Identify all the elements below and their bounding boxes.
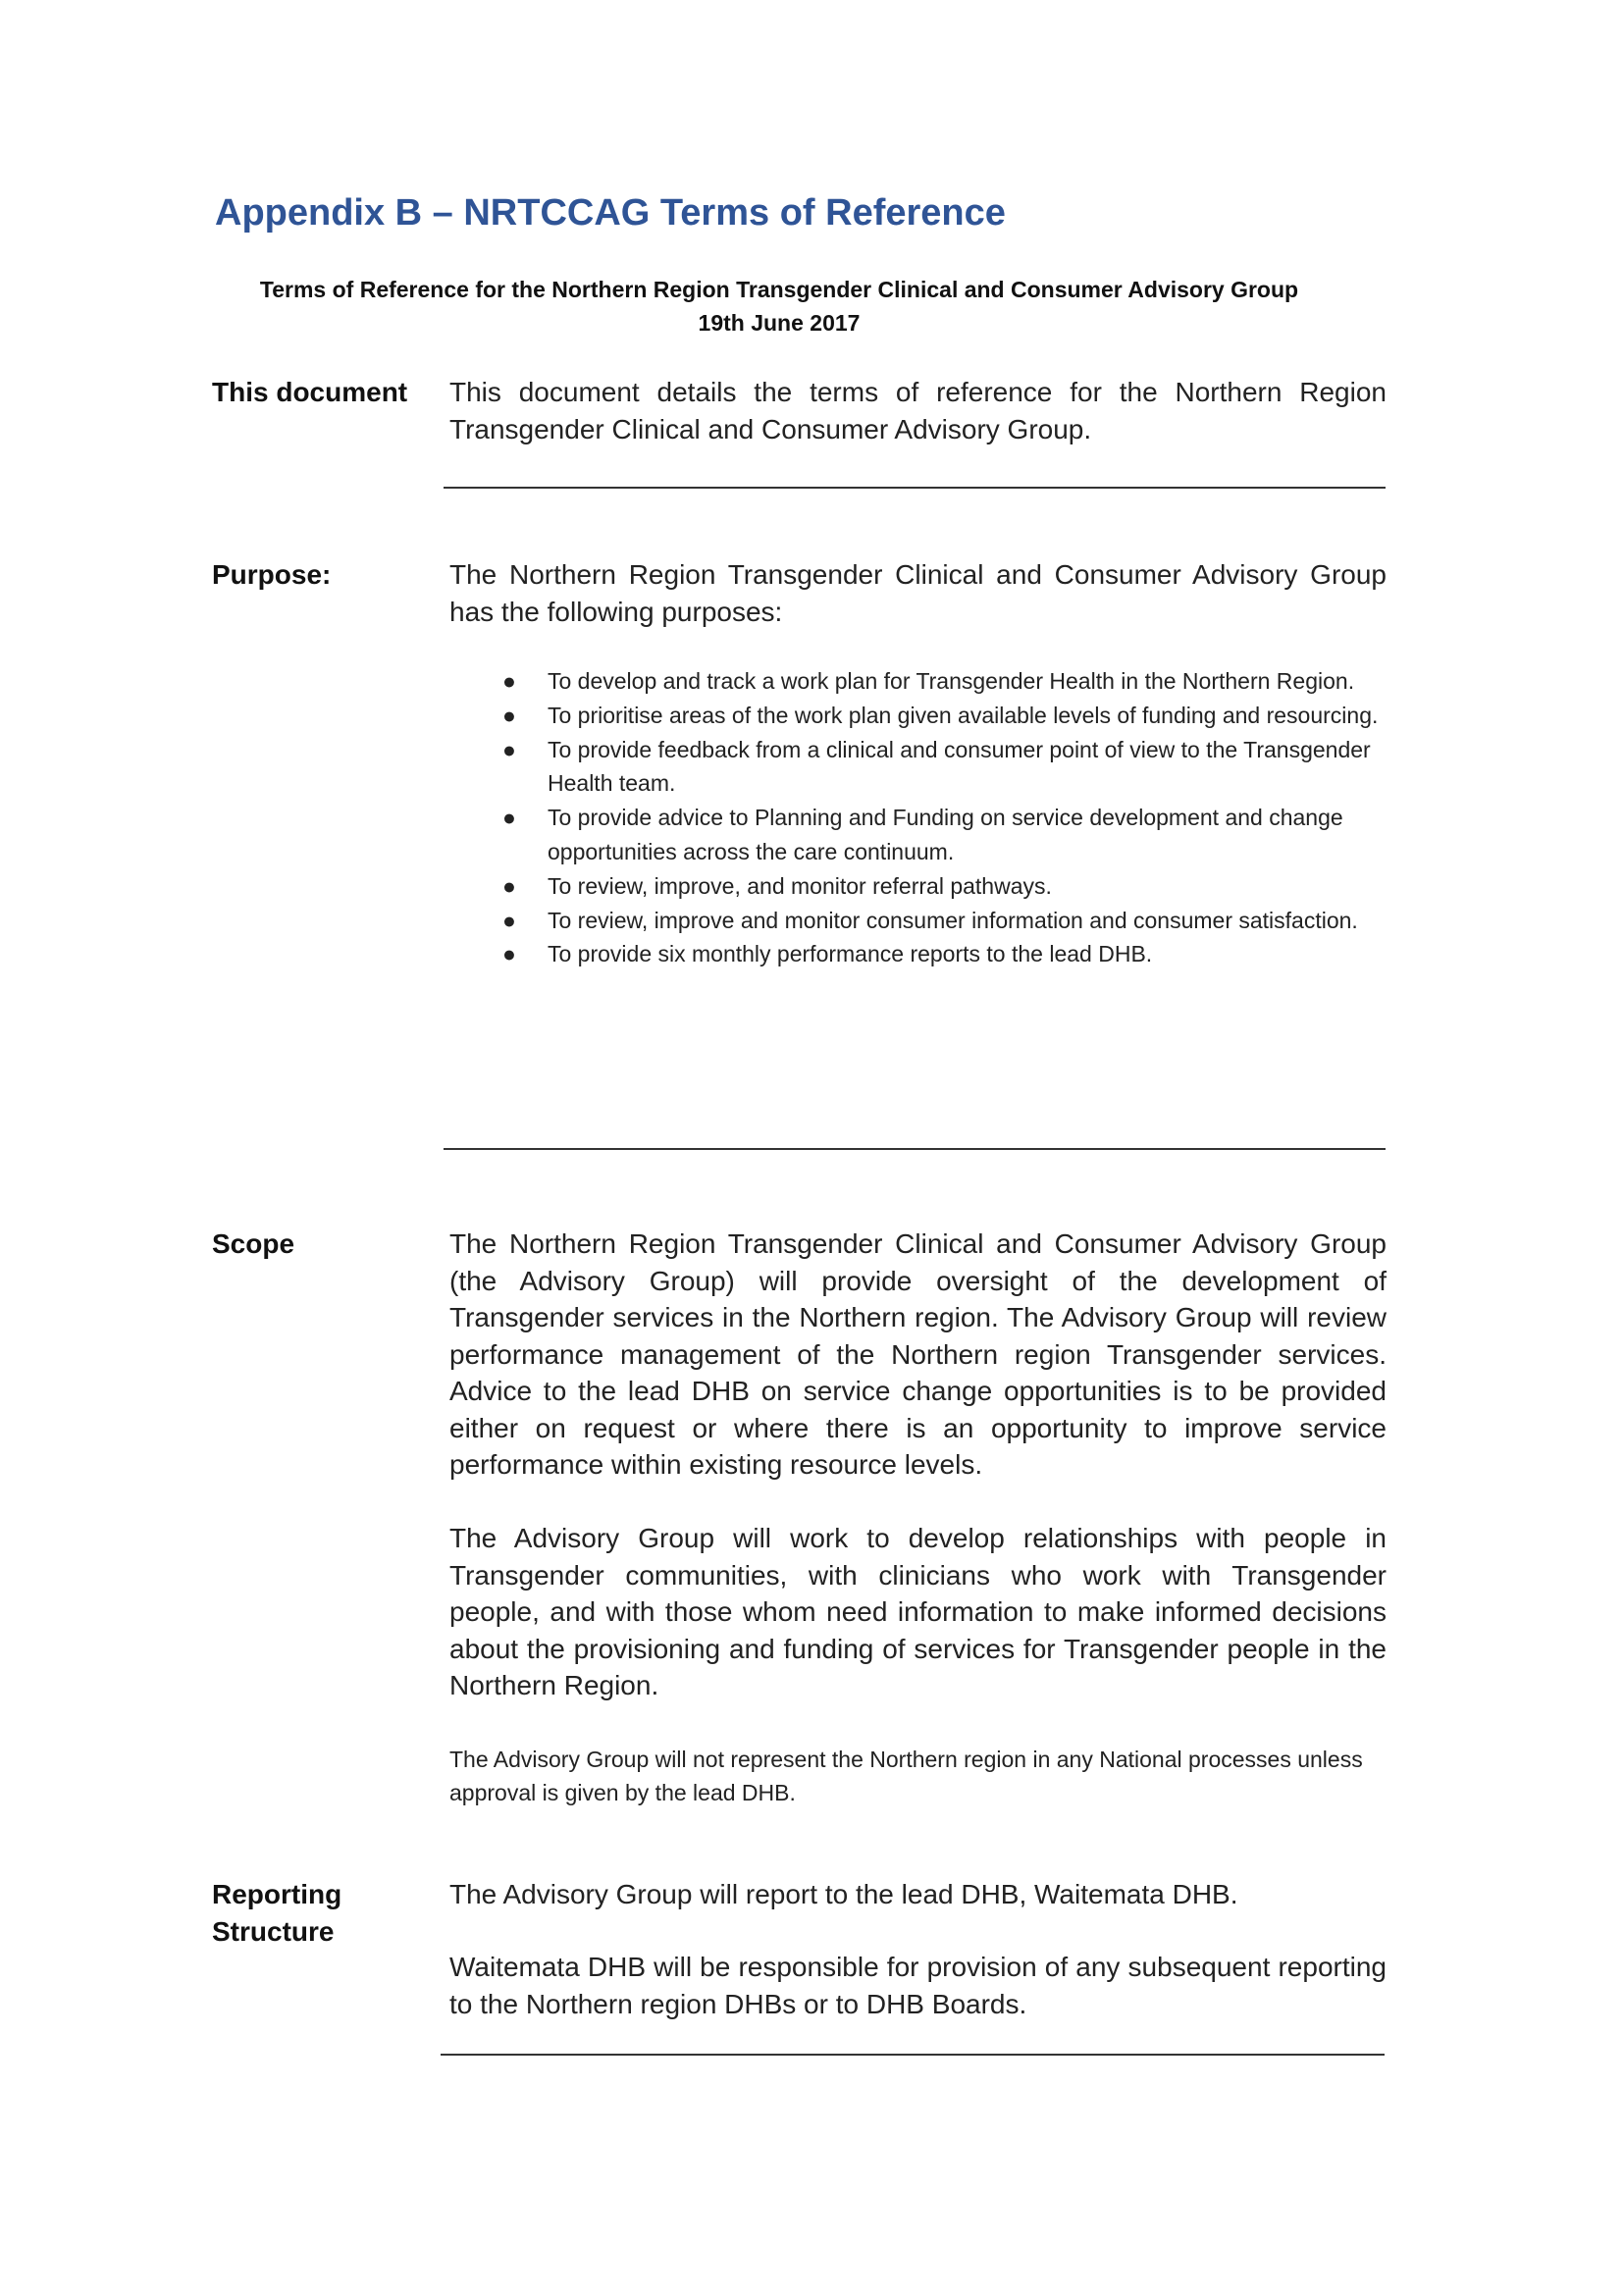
list-item (491, 937, 1433, 971)
list-item-text: To review, improve, and monitor referral pathways. (548, 872, 1052, 899)
scope-paragraph-2: The Advisory Group will work to develop relationships with people in Transgender communities, with clinicians who work with Transgender people, and with those whom need information to make informed decisions about the provisioning and funding of services for Transgender people in the Northern Region. (449, 1523, 1387, 1700)
this-document-text: This document details the terms of reference for the Northern Region Transgender Clinical and Consumer Advisory Group. (449, 377, 1387, 444)
list-item-text: To review, improve and monitor consumer information and consumer satisfaction. (548, 907, 1358, 933)
list-item-text: To develop and track a work plan for Transgender Health in the Northern Region. (548, 668, 1355, 694)
list-item (491, 904, 1433, 938)
bullet-icon: ● (502, 872, 516, 899)
subtitle-title: Terms of Reference for the Northern Region Transgender Clinical and Consumer Advisory Group (259, 277, 1299, 302)
subtitle-date: 19th June 2017 (698, 310, 861, 336)
purpose-label: Purpose: (212, 559, 332, 590)
list-item (491, 664, 1433, 699)
divider-3 (441, 2054, 1385, 2056)
list-item-text: To prioritise areas of the work plan given available levels of funding and resourcing. (548, 702, 1379, 728)
list-item (491, 869, 1433, 904)
purpose-intro: The Northern Region Transgender Clinical and Consumer Advisory Group has the following purposes: (449, 559, 1387, 627)
appendix-heading: Appendix B – NRTCCAG Terms of Reference (215, 192, 1006, 234)
divider-1 (444, 487, 1386, 489)
bullet-icon: ● (502, 805, 516, 831)
list-item-text: To provide six monthly performance reports to the lead DHB. (548, 941, 1153, 967)
list-item-text: To provide feedback from a clinical and consumer point of view to the Transgender Health team. (548, 736, 1371, 797)
list-item (491, 801, 1433, 869)
reporting-label-line-1: Reporting (212, 1879, 342, 1909)
bullet-icon: ● (502, 736, 516, 762)
scope-paragraph-1: The Northern Region Transgender Clinical and Consumer Advisory Group (the Advisory Group) will provide oversight of the development of Transgender services in the Northern region. The Advisory Group will review performance management of the Northern region Transgender services. Advice to the lead DHB on service change opportunities is to be provided either on request or where there is an opportunity to improve service performance within existing resource levels. (449, 1228, 1387, 1480)
divider-2 (444, 1148, 1386, 1150)
reporting-paragraph-2: Waitemata DHB will be responsible for provision of any subsequent reporting to the Northern region DHBs or to DHB Boards. (449, 1952, 1387, 2019)
this-document-label: This document (212, 377, 408, 407)
reporting-paragraph-1: The Advisory Group will report to the lead DHB, Waitemata DHB. (449, 1879, 1238, 1909)
bullet-icon: ● (502, 702, 516, 728)
bullet-icon: ● (502, 941, 516, 967)
reporting-label-line-2: Structure (212, 1916, 335, 1947)
bullet-icon: ● (502, 668, 516, 694)
list-item (491, 733, 1433, 802)
scope-paragraph-3: The Advisory Group will not represent the Northern region in any National processes unless approval is given by the lead DHB. (449, 1747, 1363, 1805)
list-item (491, 699, 1433, 733)
scope-label: Scope (212, 1228, 295, 1259)
list-item-text: To provide advice to Planning and Funding on service development and change opportunities across the care continuum. (548, 805, 1343, 864)
purpose-list (491, 664, 1433, 971)
bullet-icon: ● (502, 907, 516, 933)
